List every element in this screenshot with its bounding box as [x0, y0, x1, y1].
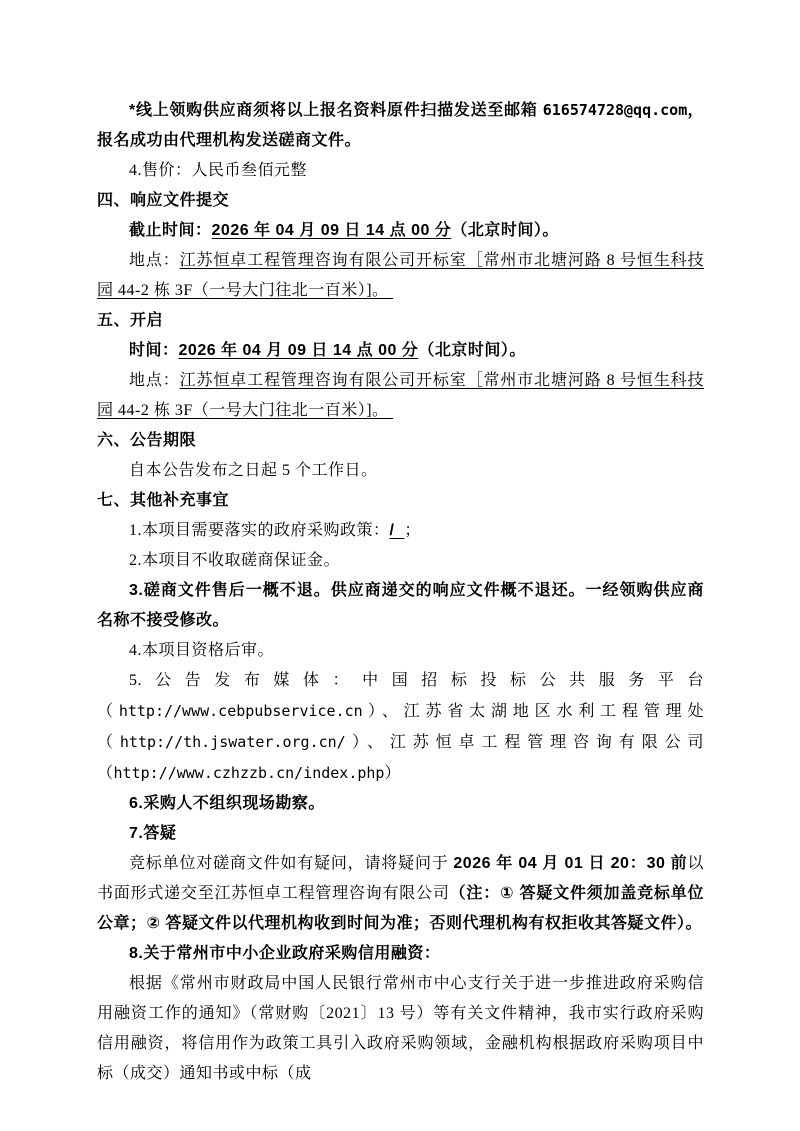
text-run: 五、开启	[97, 312, 164, 329]
text-run: 六、公告期限	[97, 432, 197, 449]
section-heading	[97, 486, 704, 516]
text-run: 七、其他补充事宜	[97, 492, 230, 509]
section-heading	[97, 306, 704, 336]
text-run: 2026 年 04 月 01 日 20：30 前	[453, 855, 688, 872]
paragraph	[97, 156, 704, 186]
text-run: 7.答疑	[129, 825, 177, 842]
paragraph	[97, 546, 704, 576]
text-run: 截止时间：	[129, 222, 212, 239]
paragraph	[97, 969, 704, 1089]
text-run: 根据《常州市财政局中国人民银行常州市中心支行关于进一步推进政府采购信用融资工作的通知》（常财购〔2021〕13 号）等有关文件精神，我市实行政府采购信用融资，将信用作为政策工具引入政府采购领域，金融机构根据政府采购项目中标（成交）通知书或中标（成	[97, 975, 704, 1082]
text-run: 江苏恒卓工程管理咨询有限公司开标室［常州市北塘河路 8 号恒生科技园 44-2 栋 3F（一号大门往北一百米）]。	[97, 372, 704, 419]
paragraph	[97, 636, 704, 666]
text-run: 8.关于常州市中小企业政府采购信用融资：	[129, 945, 441, 962]
paragraph	[97, 246, 704, 306]
text-run: 1.本项目需要落实的政府采购政策：	[129, 522, 390, 539]
text-run: http://www.czhzzb.cn/index.php	[113, 764, 385, 782]
text-run: 2026 年 04 月 09 日 14 点 00 分	[211, 222, 452, 239]
text-run: ）、江苏省太湖地区水利工程管理处（	[97, 703, 704, 751]
text-run: 616574728@qq.com	[542, 101, 688, 119]
paragraph	[97, 576, 704, 636]
text-run: 竞标单位对磋商文件如有疑问，请将疑问于	[129, 855, 454, 872]
text-run: http://www.cebpubservice.cn	[118, 702, 363, 720]
text-run: ；	[404, 522, 421, 539]
text-run: 江苏恒卓工程管理咨询有限公司开标室［常州市北塘河路 8 号恒生科技园 44-2 栋 3F（一号大门往北一百米）]。	[97, 252, 704, 299]
text-run: （北京时间）。	[451, 222, 559, 239]
paragraph	[97, 366, 704, 426]
text-run: 4.本项目资格后审。	[129, 642, 275, 659]
text-run: 地点：	[129, 252, 180, 269]
paragraph	[97, 666, 704, 789]
text-run: 以书面形式递交至江苏恒卓工程管理咨询有限公司	[97, 855, 704, 902]
section-heading	[97, 426, 704, 456]
text-run: 5.公告发布媒体：中国招标投标公共服务平台（	[97, 672, 704, 720]
text-run: ，报名成功由代理机构发送磋商文件。	[97, 102, 704, 149]
text-run: 2.本项目不收取磋商保证金。	[129, 552, 341, 569]
section-heading	[97, 186, 704, 216]
text-run: http://th.jswater.org.cn/	[119, 733, 346, 751]
paragraph	[97, 939, 704, 969]
paragraph	[97, 336, 704, 366]
text-run: ）、江苏恒卓工程管理咨询有限公司（	[97, 734, 704, 782]
paragraph	[97, 849, 704, 939]
paragraph	[97, 95, 704, 156]
paragraph	[97, 516, 704, 546]
text-run: 时间：	[129, 342, 179, 359]
text-run: 地点：	[129, 372, 180, 389]
text-run: ）	[384, 765, 401, 782]
text-run: （北京时间）。	[418, 342, 526, 359]
text-run: *线上领购供应商须将以上报名资料原件扫描发送至邮箱	[129, 102, 543, 119]
text-run: 自本公告发布之日起 5 个工作日。	[129, 462, 378, 479]
text-run: （注：① 答疑文件须加盖竞标单位公章；② 答疑文件以代理机构收到时间为准；否则代理机构有权拒收其答疑文件）。	[97, 885, 704, 932]
document-body	[97, 95, 704, 1089]
paragraph	[97, 819, 704, 849]
text-run: /	[389, 522, 405, 539]
text-run: 3.磋商文件售后一概不退。供应商递交的响应文件概不退还。一经领购供应商名称不接受修改。	[97, 582, 704, 629]
paragraph	[97, 456, 704, 486]
paragraph	[97, 789, 704, 819]
text-run: 四、响应文件提交	[97, 192, 230, 209]
text-run: 6.采购人不组织现场勘察。	[129, 795, 325, 812]
paragraph	[97, 216, 704, 246]
text-run: 4.售价：人民币叁佰元整	[129, 162, 308, 179]
text-run: 2026 年 04 月 09 日 14 点 00 分	[178, 342, 419, 359]
